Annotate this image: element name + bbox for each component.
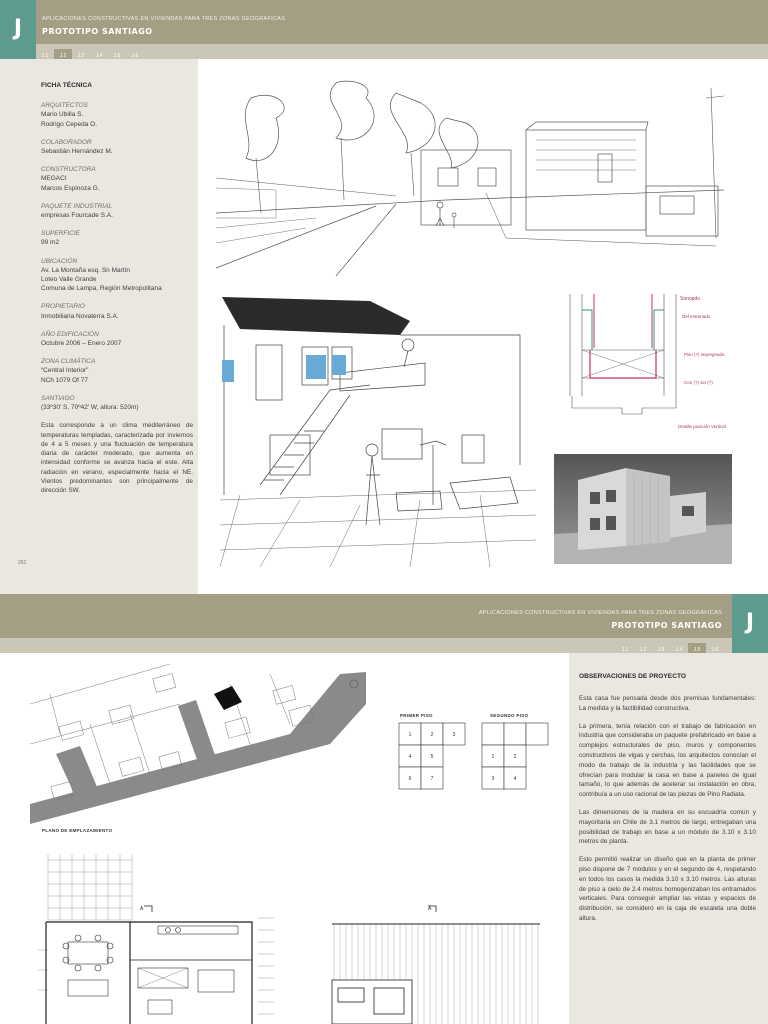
ficha-group-paquete [41, 202, 193, 220]
nav-item-j2[interactable]: J.2 [54, 49, 72, 64]
interior-sketch [220, 295, 536, 567]
detail-label: Detalle posición Vertical [678, 424, 726, 429]
module-cell [504, 723, 526, 745]
ficha-value: Octubre 2006 – Enero 2007 [41, 340, 122, 348]
section-nav [0, 638, 732, 653]
nav-item-j6[interactable]: J.6 [131, 53, 139, 59]
series-title: APLICACIONES CONSTRUCTIVAS EN VIVIENDAS PARA TRES ZONAS GEOGRÁFICAS [478, 610, 722, 616]
nav-item-j3[interactable]: J.3 [77, 53, 85, 59]
page-title: PROTOTIPO SANTIAGO [42, 27, 153, 36]
module-number: 2 [430, 732, 434, 738]
street-perspective-sketch [216, 78, 724, 276]
module-number: 7 [430, 776, 434, 782]
first-floor-plan [38, 850, 274, 1024]
ficha-group-ano [41, 330, 193, 348]
ficha-value: Loteo Valle Grande [41, 276, 97, 284]
ficha-label: PROPIETARIO [41, 303, 85, 311]
section-marker: A [428, 906, 432, 912]
nav-item-j2[interactable]: J.2 [639, 647, 647, 653]
ficha-group-constructora [41, 165, 193, 193]
ficha-label: ZONA CLIMÁTICA [41, 358, 96, 366]
second-floor-plan [330, 904, 542, 1024]
ficha-value: (33º30' S, 70º42' W, altura: 520m) [41, 404, 139, 412]
ficha-value: Av. La Montaña esq. Sn Martín [41, 266, 131, 274]
module-diagram [398, 722, 550, 790]
module-cell [482, 723, 504, 745]
series-title: APLICACIONES CONSTRUCTIVAS EN VIVIENDAS PARA TRES ZONAS GEOGRÁFICAS [42, 16, 286, 22]
observaciones-paragraph: Las dimensiones de la madera en su escuadría común y mayoritaria en Chile de 3.1 metros de largo, entregaban una posibilidad de trabajo en base a un módulo de 3.10 x 3.10 metros de planta. [579, 808, 756, 846]
ficha-label: COLABORADOR [41, 138, 92, 146]
ficha-tecnica [41, 81, 193, 496]
construction-detail-sketch [552, 290, 730, 442]
page-header [0, 594, 732, 638]
site-plan-caption: PLANO DE EMPLAZAMIENTO [42, 828, 113, 833]
detail-label: Piso (?) impregnado [684, 352, 725, 357]
ficha-group-arquitectos [41, 101, 193, 129]
ficha-value: Sebastián Hernández M. [41, 148, 113, 156]
ficha-value: NCh 1079 Of 77 [41, 376, 88, 384]
module-number: 3 [452, 732, 456, 738]
ficha-value: Marcos Espinoza G. [41, 184, 100, 192]
ficha-value: “Central Interior” [41, 367, 89, 375]
ficha-label: CONSTRUCTORA [41, 166, 96, 174]
module-number: 4 [408, 754, 412, 760]
section-nav [36, 44, 768, 59]
chapter-tab: J [732, 594, 768, 653]
observaciones-paragraph: Esta casa fue pensada desde dos premisas fundamentales: La medida y la factibilidad constructiva. [579, 695, 756, 712]
model-photo [554, 454, 732, 564]
nav-item-j5[interactable]: J.5 [688, 643, 706, 658]
first-floor-label: PRIMER PISO [400, 713, 433, 718]
ficha-group-santiago [41, 394, 193, 412]
site-plan [30, 664, 366, 824]
module-number: 6 [408, 776, 412, 782]
nav-item-j1[interactable]: J.1 [621, 647, 629, 653]
chapter-tab: J [0, 0, 36, 59]
observaciones [579, 673, 756, 932]
ficha-value: empresas Fourcade S.A. [41, 212, 113, 220]
nav-item-j5[interactable]: J.5 [113, 53, 121, 59]
nav-item-j4[interactable]: J.4 [675, 647, 683, 653]
observaciones-heading: OBSERVACIONES DE PROYECTO [579, 673, 686, 680]
observaciones-sidebar [569, 653, 768, 1024]
ficha-label: UBICACIÓN [41, 257, 78, 265]
ficha-heading: FICHA TÉCNICA [41, 82, 93, 89]
ficha-group-superficie [41, 229, 193, 247]
page-title: PROTOTIPO SANTIAGO [611, 621, 722, 630]
ficha-value: Mario Ubilla S. [41, 111, 84, 119]
ficha-label: ARQUITECTOS [41, 102, 88, 110]
observaciones-paragraph: Esto permitió realizar un diseño que en la planta de primer piso dispone de 7 módulos y en el segundo de 4, respetando en todos los casos la medida 3.10 x 3.10 metros. Las alturas de piso a cielo de 2.4 metros homogenizaban los entramados verticales. Para conseguir ampliar las vistas y espacios de distribución, se consideró en la caja de escaleta una doble altura. [579, 856, 756, 922]
detail-label: Con (?) sin (?) [684, 380, 713, 385]
ficha-group-ubicacion [41, 257, 193, 294]
module-number: 3 [491, 776, 495, 782]
ficha-value: Comuna de Lampa, Región Metropolitana [41, 285, 162, 293]
ficha-label: PAQUETE INDUSTRIAL [41, 202, 113, 210]
ficha-value: Inmobiliaria Novaterra S.A. [41, 312, 119, 320]
ficha-value: Rodrigo Cepeda O. [41, 120, 98, 128]
detail-label: Sonopdo [680, 296, 701, 302]
ficha-label: SANTIAGO [41, 394, 75, 402]
page-header [36, 0, 768, 44]
ficha-group-propietario [41, 302, 193, 320]
ficha-label: AÑO EDIFICACIÓN [41, 330, 99, 338]
module-number: 2 [513, 754, 517, 760]
ficha-value: 99 m2 [41, 239, 60, 247]
module-number: 1 [408, 732, 412, 738]
module-cell [526, 723, 548, 745]
module-number: 1 [491, 754, 495, 760]
detail-label: Del entrenado [682, 314, 711, 319]
climate-description: Esta corresponde a un clima mediterráneo de temperaturas templadas, caracterizada por inviernos de 4 a 5 meses y una fluctuación de temperatura diaria de carácter moderado, que aumenta en intensidad conforme se avanza hacia el este. Alta radiación en verano, especialmente hacia el NE. Vientos predominantes son principalmente de dirección SW. [41, 422, 193, 495]
module-number: 5 [430, 754, 434, 760]
nav-item-j4[interactable]: J.4 [95, 53, 103, 59]
nav-item-j3[interactable]: J.3 [657, 647, 665, 653]
ficha-sidebar [0, 59, 198, 594]
second-floor-label: SEGUNDO PISO [490, 713, 529, 718]
nav-item-j6[interactable]: J.6 [711, 647, 719, 653]
ficha-group-zona [41, 357, 193, 385]
ficha-label: SUPERFICIE [41, 230, 81, 238]
ficha-value: MEGACI [41, 175, 67, 183]
ficha-group-colaborador [41, 138, 193, 156]
section-marker: A [140, 906, 144, 912]
module-number: 4 [513, 776, 517, 782]
observaciones-paragraph: La primera, tenía relación con el trabajo de fabricación en industria que consideraba un paquete prefabricado en base a complejos estructurales de piso, muros y componentes constructivos de vigas y cerchas, los arquitectos conocían el modo de trabajo de la industria y las facilidades que se ofrecían para modular la casa en base a paneles de igual tamaño, lo que además de acelerar su instalación en obra, contribuía a un uso racional de las piezas de Pino Radiata. [579, 722, 756, 799]
page-number: 262 [18, 560, 27, 566]
nav-item-j1[interactable]: J.1 [41, 53, 49, 59]
